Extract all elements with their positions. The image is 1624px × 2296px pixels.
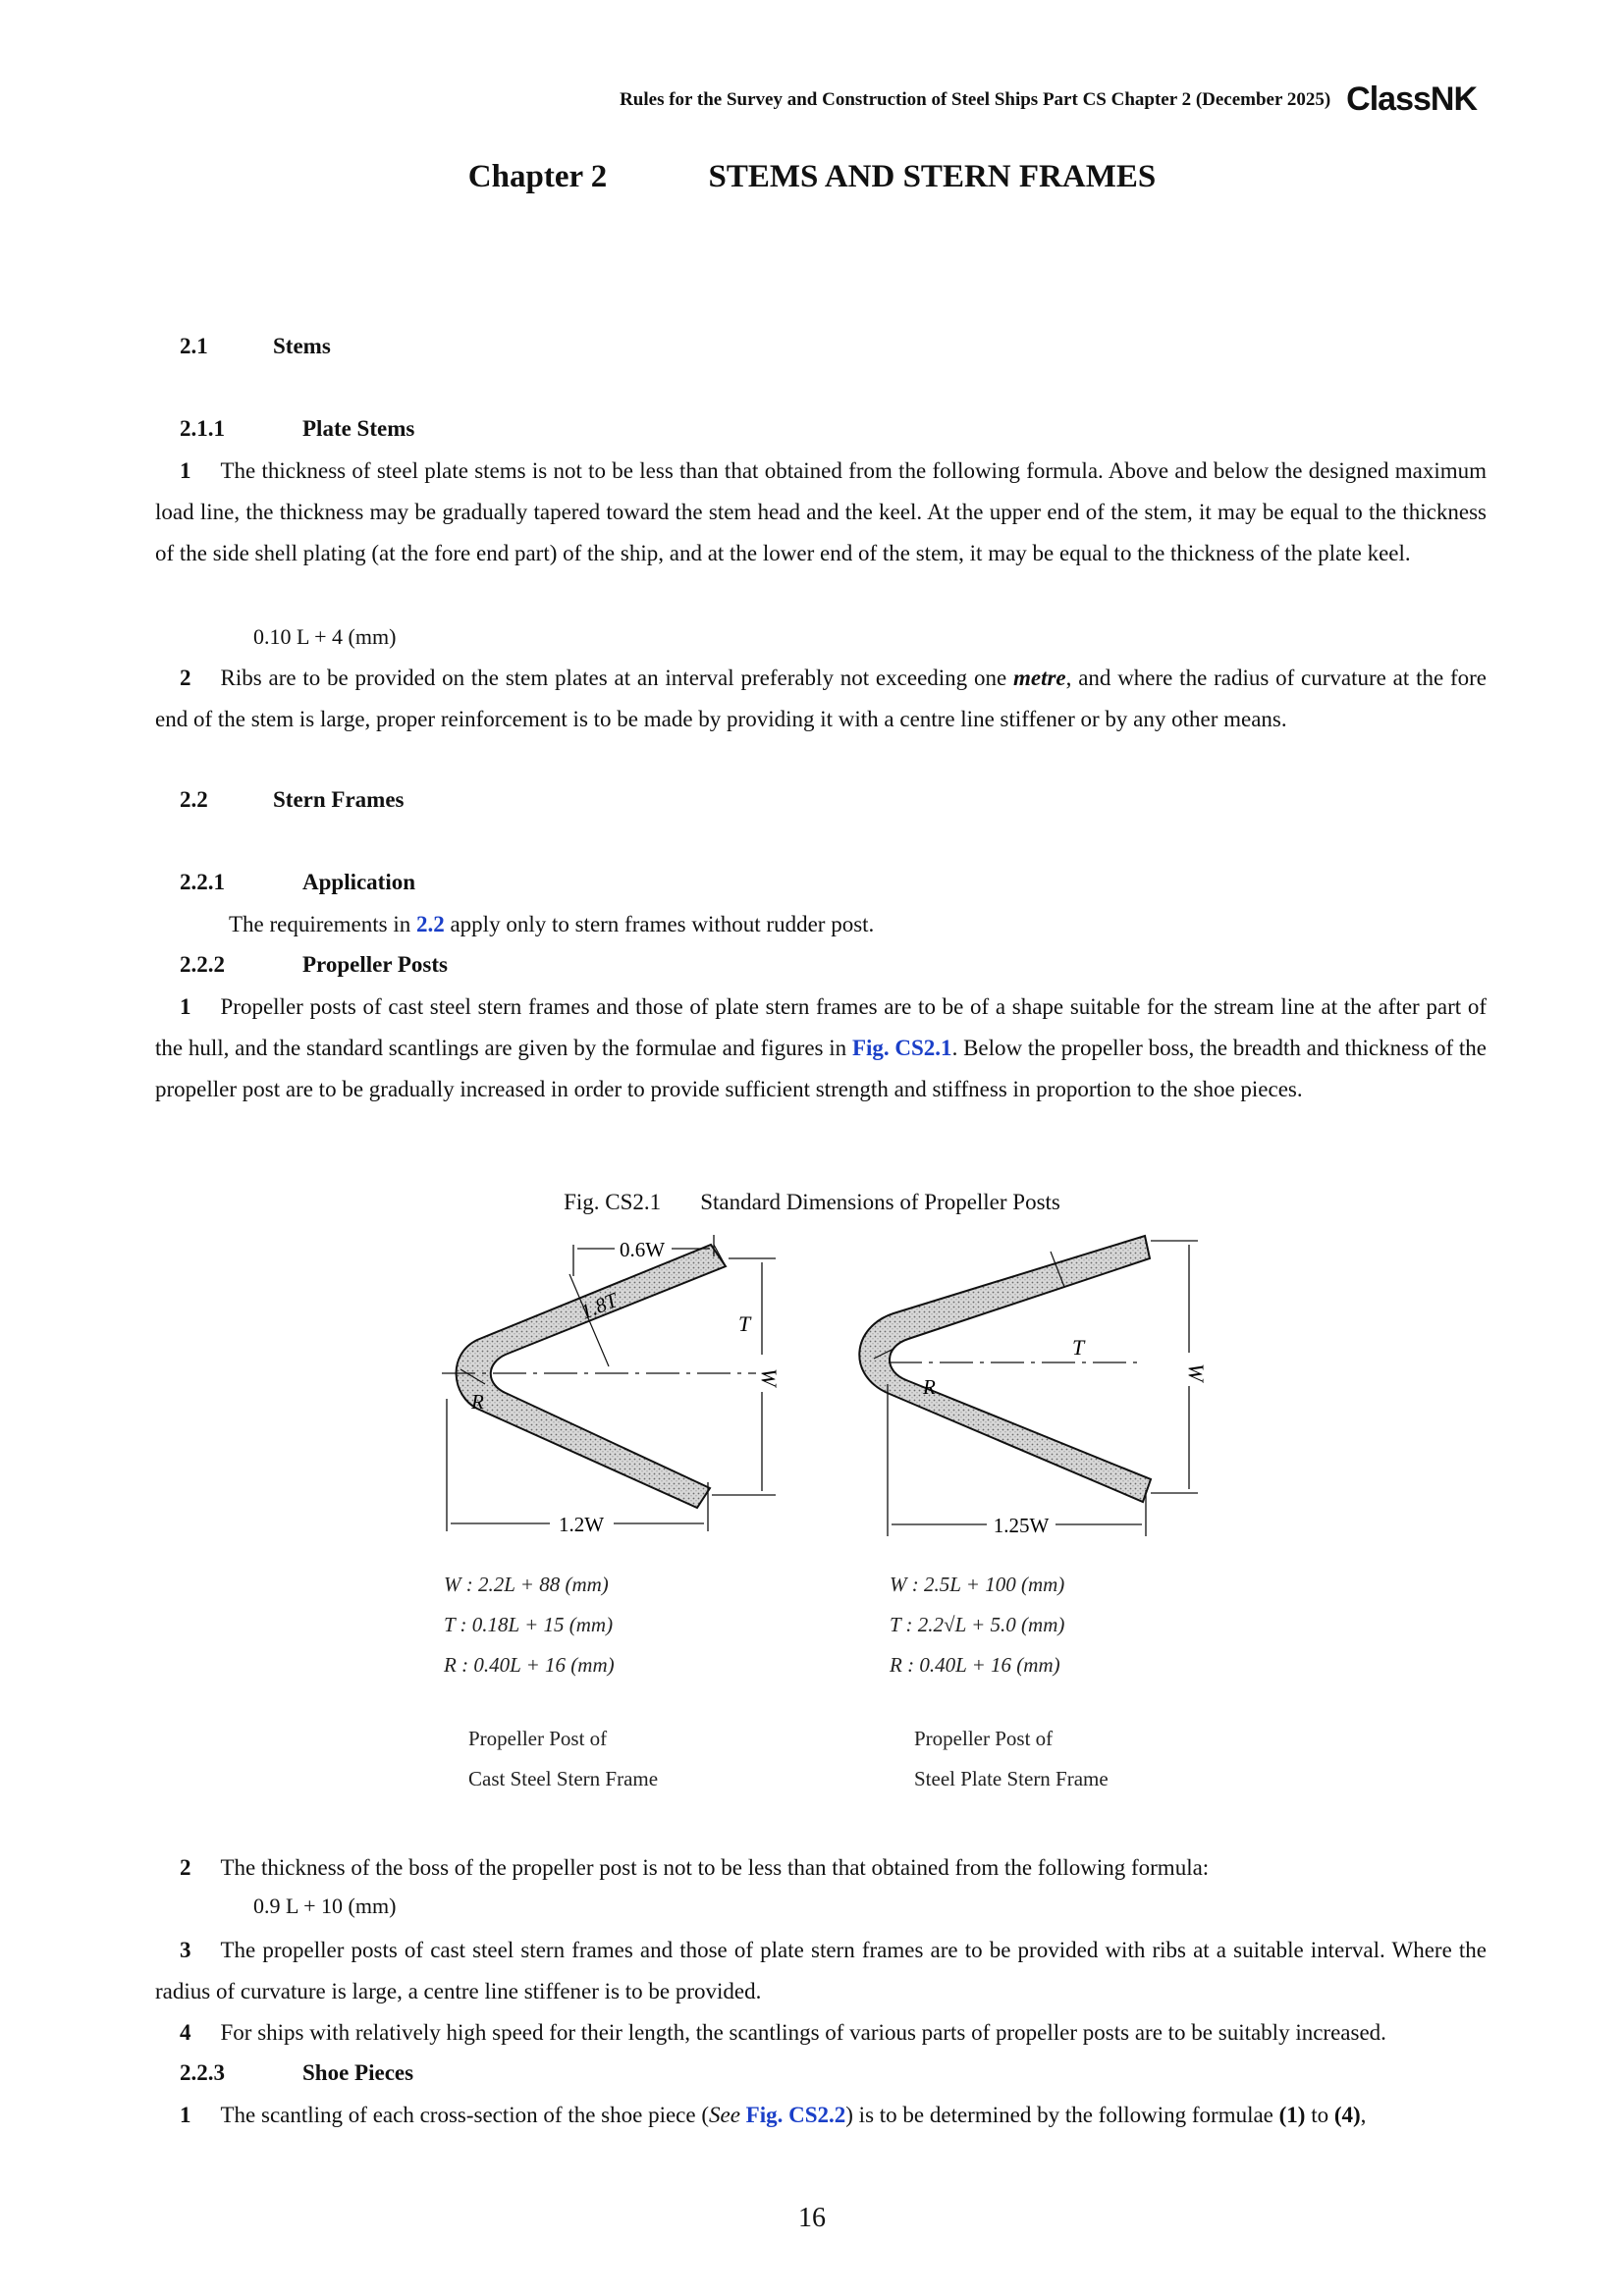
para-number: 4	[180, 2020, 191, 2045]
legend-steel-plate	[890, 1565, 1109, 1799]
formula-w: W : 2.5L + 100 (mm)	[890, 1573, 1065, 1596]
section-2-2-1-heading	[180, 870, 415, 895]
section-2-1-heading	[180, 334, 331, 359]
chapter-name: STEMS AND STERN FRAMES	[708, 159, 1157, 194]
paragraph-2-2-1	[155, 904, 1487, 945]
section-title: Stems	[273, 334, 331, 358]
section-2-2-3-heading	[180, 2060, 413, 2086]
section-2-2-2-heading	[180, 952, 448, 978]
para-text: The thickness of steel plate stems is not to be less than that obtained from the following formula. Above and below the designed maximum load line, the thickness may be gradually tapered toward the stem head and the keel. At the upper end of the stem, it may be equal to the thickness of the side shell plating (at the fore end part) of the ship, and at the lower end of the stem, it may be equal to the thickness of the plate keel.	[155, 458, 1487, 565]
dim-1-8t: 1.8T	[576, 1288, 622, 1324]
para-text: Ribs are to be provided on the stem plates at an interval preferably not exceeding one	[220, 666, 1013, 690]
figure-title: Standard Dimensions of Propeller Posts	[700, 1190, 1060, 1214]
chapter-number: Chapter 2	[467, 159, 608, 194]
section-number: 2.2.2	[180, 952, 225, 977]
page-number: 16	[798, 2203, 826, 2233]
formula-r: R : 0.40L + 16 (mm)	[890, 1653, 1060, 1677]
unit-metre: metre	[1012, 666, 1066, 690]
dim-1-2w: 1.2W	[558, 1513, 605, 1536]
formula-r: R : 0.40L + 16 (mm)	[444, 1653, 615, 1677]
dim-t-left: T	[738, 1311, 751, 1336]
formula-ref-1: (1)	[1278, 2103, 1306, 2127]
cast-steel-post-drawing	[442, 1235, 782, 1536]
formula-text: 0.10 L + 4 (mm)	[253, 624, 397, 649]
para-text: , and where the radius of curvature at the fore end of the stem is large, proper reinforcement is to be made by providing it with a centre line stiffener or by any other means.	[155, 666, 1488, 731]
section-title: Propeller Posts	[302, 952, 448, 977]
dim-w-left: W	[757, 1368, 782, 1387]
section-title: Plate Stems	[302, 416, 415, 441]
para-text: For ships with relatively high speed for their length, the scantlings of various parts of propeller posts are to be suitably increased.	[220, 2020, 1386, 2045]
see-reference: See	[709, 2103, 740, 2127]
section-2-2-heading	[180, 787, 405, 813]
para-text: The thickness of the boss of the propeller post is not to be less than that obtained from the following formula:	[220, 1855, 1210, 1880]
propeller-post-figure	[412, 1217, 1237, 1541]
paragraph-2-2-3-1	[155, 2095, 1487, 2136]
para-text: to	[1305, 2103, 1334, 2127]
paragraph-2-2-2-3	[155, 1930, 1487, 2012]
para-number: 2	[180, 666, 191, 690]
dim-r-left: R	[471, 1390, 484, 1414]
formula-w: W : 2.2L + 88 (mm)	[444, 1573, 609, 1596]
para-text: The propeller posts of cast steel stern frames and those of plate stern frames are to be provided with ribs at a suitable interval. Where the radius of curvature is large, a centre line stiffener is to be provided.	[155, 1938, 1487, 2003]
section-title: Stern Frames	[273, 787, 405, 812]
classnk-logo: ClassNK	[1346, 80, 1477, 118]
legend-cast-steel	[444, 1565, 658, 1799]
paragraph-2-2-2-4	[155, 2012, 1487, 2054]
para-text: The requirements in	[229, 912, 416, 936]
paragraph-2-2-2-1	[155, 987, 1487, 1110]
para-number: 3	[180, 1938, 191, 1962]
link-fig-cs2-1[interactable]: Fig. CS2.1	[851, 1036, 952, 1060]
section-number: 2.2	[180, 787, 208, 812]
post-label-line-2: Cast Steel Stern Frame	[468, 1767, 659, 1790]
post-label-line-1: Propeller Post of	[914, 1727, 1054, 1750]
para-text: The scantling of each cross-section of the shoe piece (	[220, 2103, 709, 2127]
formula-text: 0.9 L + 10 (mm)	[253, 1894, 397, 1918]
formula-ref-4: (4)	[1333, 2103, 1361, 2127]
dim-r-right: R	[923, 1375, 936, 1399]
dim-0-6w: 0.6W	[619, 1238, 666, 1261]
figure-number: Fig. CS2.1	[564, 1190, 662, 1214]
post-label-line-2: Steel Plate Stern Frame	[914, 1767, 1109, 1790]
section-title: Shoe Pieces	[302, 2060, 414, 2085]
section-title: Application	[302, 870, 416, 894]
para-text: Propeller posts of cast steel stern frames and those of plate stern frames are to be of a shape suitable for the stream line at the after part of the hull, and the standard scantlings are given by the formulae and figures in	[155, 994, 1487, 1060]
paragraph-2-1-1-1	[155, 451, 1487, 574]
section-2-1-1-heading	[180, 416, 414, 442]
section-number: 2.1.1	[180, 416, 225, 441]
figure-caption	[0, 1190, 1624, 1215]
running-header	[620, 80, 1477, 119]
para-text: ) is to be determined by the following formulae	[845, 2103, 1279, 2127]
chapter-title	[0, 159, 1624, 195]
dim-t-right: T	[1072, 1335, 1085, 1360]
para-number: 1	[180, 2103, 191, 2127]
running-title: Rules for the Survey and Construction of Steel Ships Part CS Chapter 2 (December 2025)	[620, 88, 1331, 110]
formula-boss-thickness	[253, 1894, 396, 1919]
section-number: 2.2.1	[180, 870, 225, 894]
dim-w-right: W	[1184, 1363, 1209, 1382]
link-section-2-2[interactable]: 2.2	[415, 912, 445, 936]
section-number: 2.2.3	[180, 2060, 225, 2085]
paragraph-2-1-1-2	[155, 658, 1487, 740]
post-label-line-1: Propeller Post of	[468, 1727, 608, 1750]
formula-t: T : 0.18L + 15 (mm)	[444, 1613, 614, 1636]
link-fig-cs2-2[interactable]: Fig. CS2.2	[745, 2103, 846, 2127]
para-number: 2	[180, 1855, 191, 1880]
dim-1-25w: 1.25W	[993, 1514, 1050, 1537]
paragraph-2-2-2-2	[155, 1847, 1487, 1889]
section-number: 2.1	[180, 334, 208, 358]
para-text: apply only to stern frames without rudder post.	[444, 912, 875, 936]
formula-t: T : 2.2√L + 5.0 (mm)	[890, 1613, 1065, 1636]
formula-plate-stem	[253, 624, 396, 650]
para-number: 1	[180, 994, 191, 1019]
steel-plate-post-drawing	[859, 1236, 1209, 1537]
para-text: . Below the propeller boss, the breadth and thickness of the propeller post are to be gradually increased in order to provide sufficient strength and stiffness in proportion to the shoe pieces.	[155, 1036, 1487, 1101]
para-text: ,	[1360, 2103, 1367, 2127]
para-number: 1	[180, 458, 191, 483]
